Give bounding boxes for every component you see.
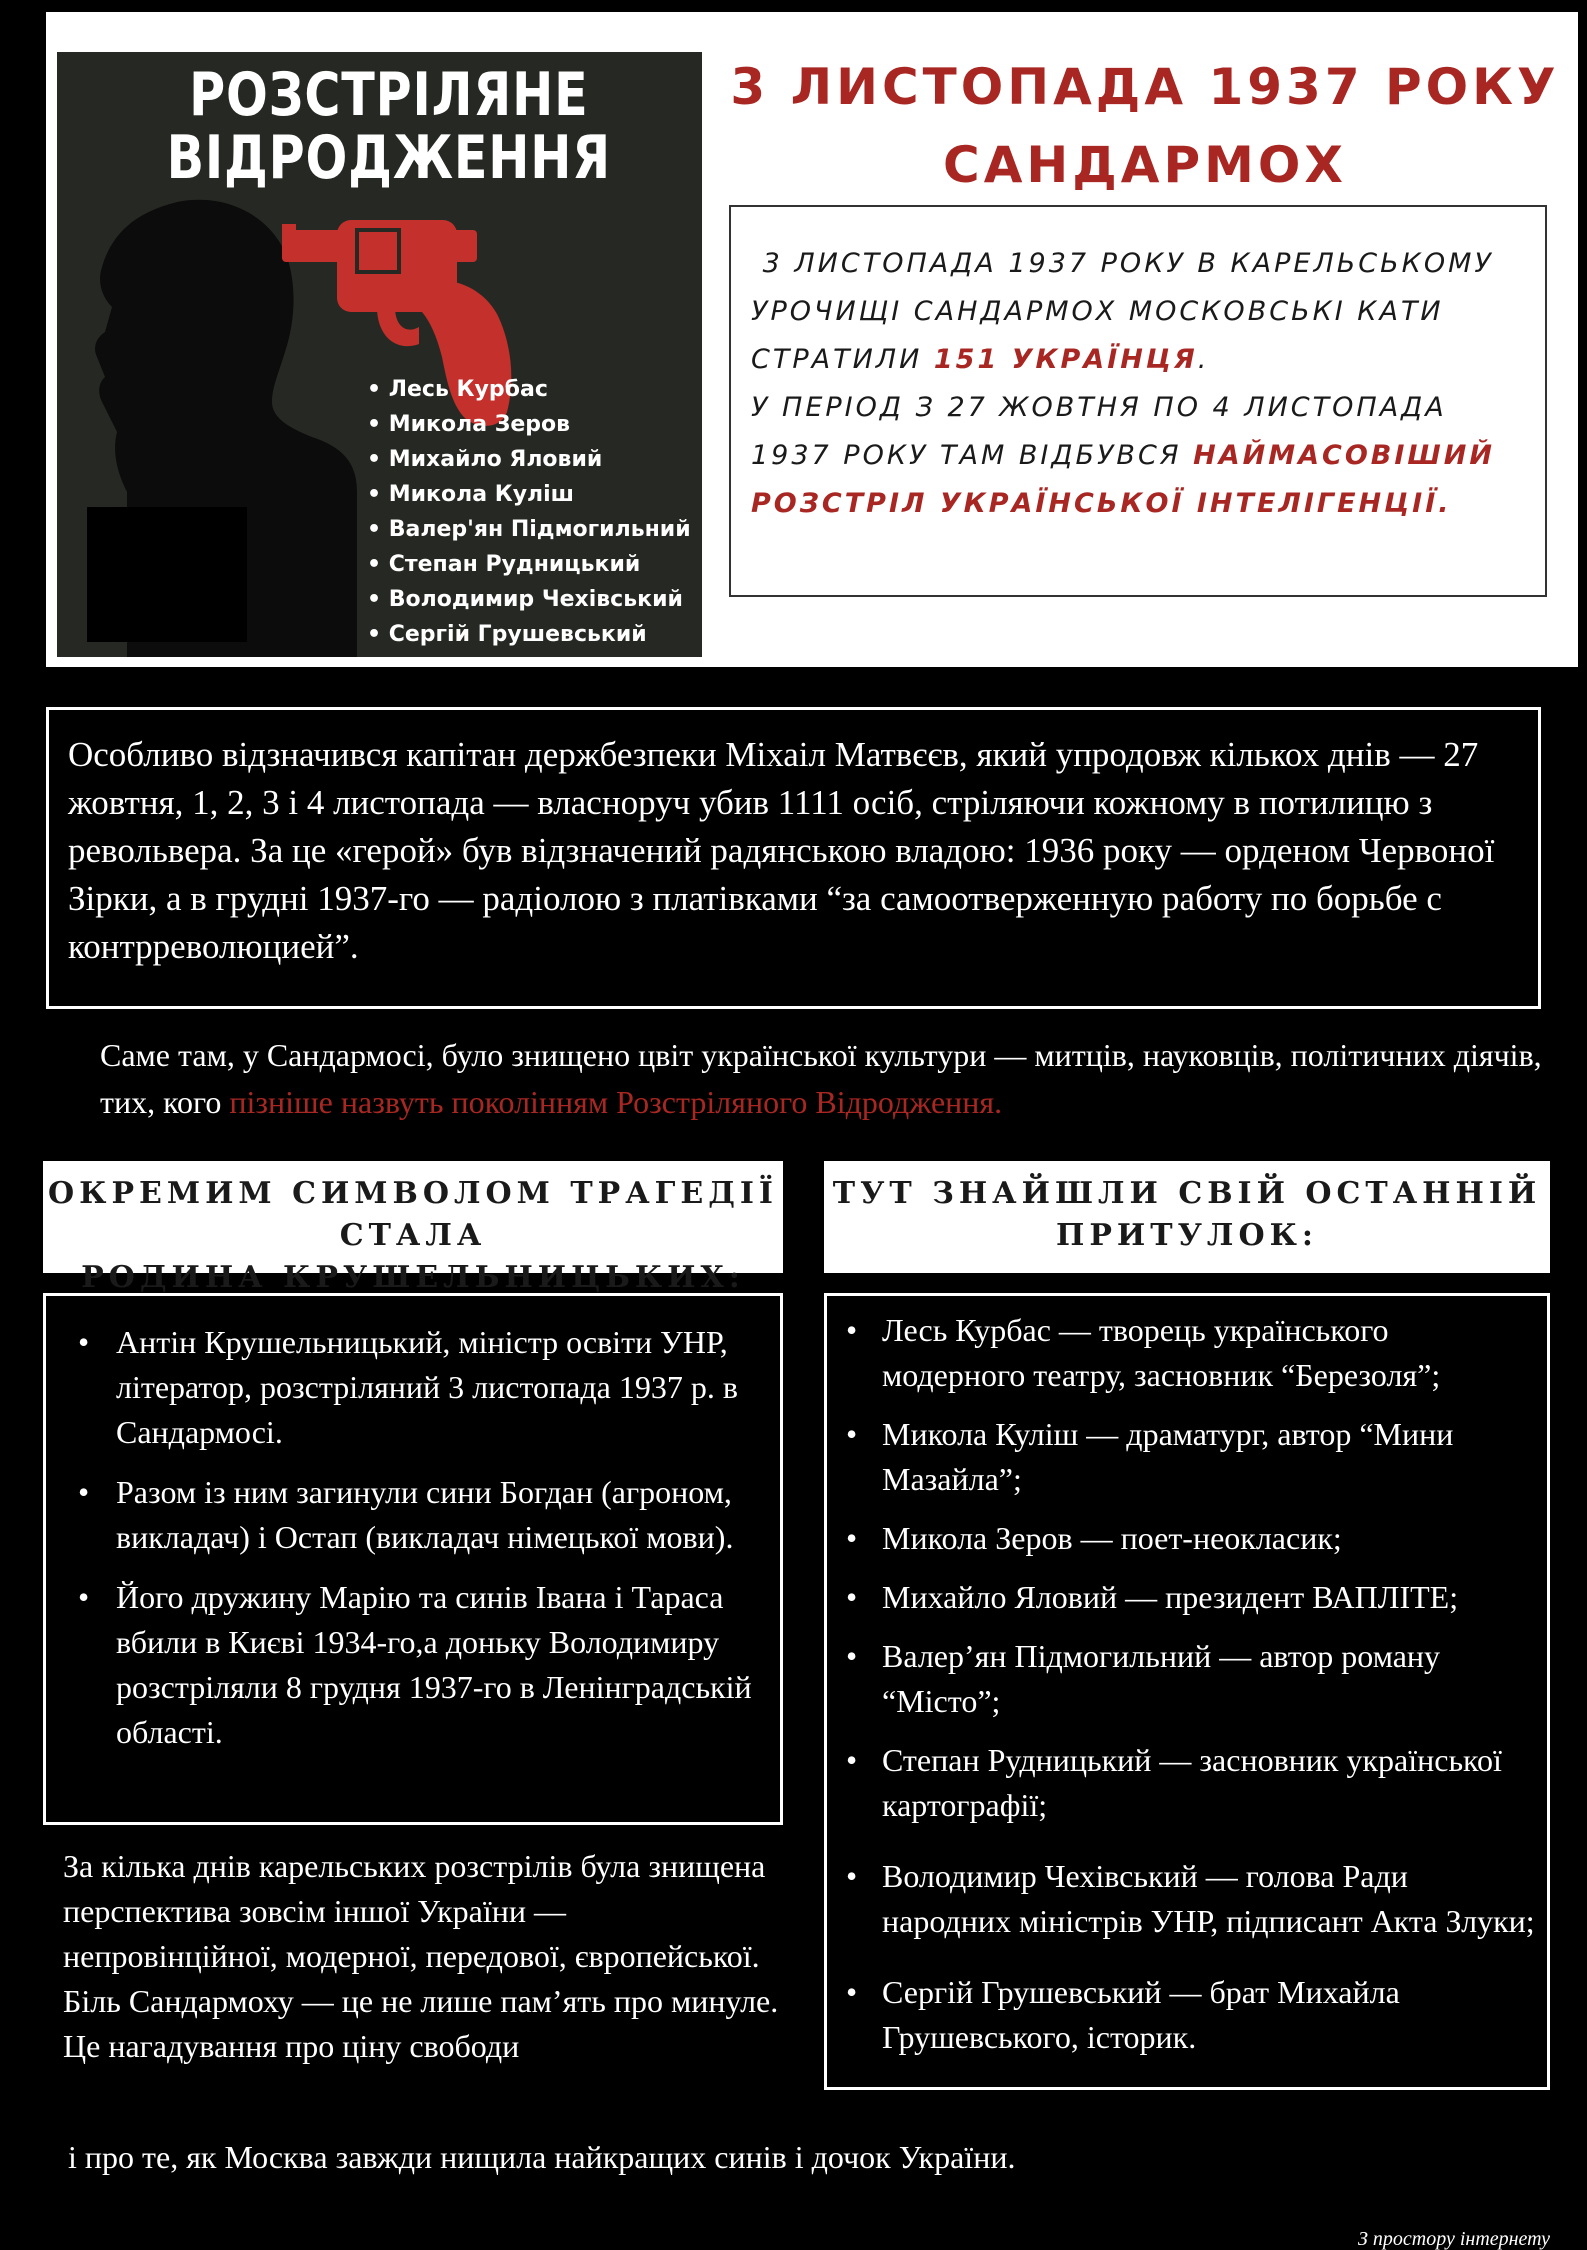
intro-text: . — [1197, 344, 1210, 375]
list-item: • Лесь Курбас — творець українського модерного театру, засновник “Березоля”; — [882, 1308, 1537, 1398]
list-item: • Володимир Чехівський — голова Ради народних міністрів УНР, підписант Акта Злуки; — [882, 1854, 1537, 1944]
intro-highlight: НАЙМАСОВІШИЙ — [1193, 440, 1495, 471]
last-refuge-list — [824, 1293, 1550, 2090]
heading-line: ПРИТУЛОК: — [1056, 1218, 1318, 1253]
conclusion-end: і про те, як Москва завжди нищила найкращих синів і дочок України. — [68, 2139, 1016, 2175]
krushelnytsky-list — [43, 1293, 783, 1825]
intro-line: УРОЧИЩІ САНДАРМОХ МОСКОВСЬКІ КАТИ — [751, 296, 1444, 327]
list-item: • Його дружину Марію та синів Івана і Тараса вбили в Києві 1934-го,а доньку Володимиру розстріляли 8 грудня 1937-го в Ленінградській області. — [116, 1575, 770, 1755]
intro-box — [729, 205, 1547, 597]
intro-line: У ПЕРІОД З 27 ЖОВТНЯ ПО 4 ЛИСТОПАДА — [751, 392, 1447, 423]
intro-highlight: 151 УКРАЇНЦЯ — [933, 344, 1198, 375]
culture-text: Саме там, у Сандармосі, було знищено цвіт української культури — митців, науковців, політичних діячів, тих, кого — [100, 1037, 1542, 1120]
source-credit: З простору інтернету — [1358, 2228, 1550, 2250]
krushelnytsky-heading — [43, 1161, 783, 1295]
matveev-text: Особливо відзначився капітан держбезпеки Міхаіл Матвєєв, який упродовж кількох днів — 27 жовтня, 1, 2, 3 і 4 листопада — власноруч убив 1111 осіб, стріляючи кожному в потилицю з револьвера. За це «герой» був відзначений радянською владою: 1936 року — орденом Червоної Зірки, а в грудні 1937-го — радіолою з платівками “за самоотверженную работу по борьбе с контрреволюцией”. — [68, 735, 1495, 966]
intro-line: 3 ЛИСТОПАДА 1937 РОКУ В КАРЕЛЬСЬКОМУ — [751, 248, 1494, 279]
list-item: • Разом із ним загинули сини Богдан (агроном, викладач) і Остап (викладач німецької мови). — [116, 1470, 770, 1560]
poster-name: • Михайло Яловий — [367, 442, 702, 477]
poster-title-line2: ВІДРОДЖЕННЯ — [166, 123, 611, 193]
heading-line: ТУТ ЗНАЙШЛИ СВІЙ ОСТАННІЙ — [832, 1176, 1542, 1211]
censor-block — [87, 507, 247, 642]
intro-line — [751, 432, 1530, 480]
intro-line — [751, 336, 1530, 384]
list-item: • Валер’ян Підмогильний — автор роману “Місто”; — [882, 1634, 1537, 1724]
page-title-line1: 3 ЛИСТОПАДА 1937 РОКУ — [730, 58, 1560, 116]
poster-name: • Микола Зеров — [367, 407, 702, 442]
conclusion-paragraph — [63, 1844, 783, 2069]
heading-line: ОКРЕМИМ СИМВОЛОМ ТРАГЕДІЇ СТАЛА — [48, 1176, 778, 1253]
poster-image — [57, 52, 702, 657]
list-item: • Сергій Грушевський — брат Михайла Грушевського, історик. — [882, 1970, 1537, 2060]
list-item: • Степан Рудницький — засновник української картографії; — [882, 1738, 1537, 1828]
list-item: • Михайло Яловий — президент ВАПЛІТЕ; — [882, 1575, 1537, 1620]
poster-name: • Валер'ян Підмогильний — [367, 512, 702, 547]
poster-name: • Микола Куліш — [367, 477, 702, 512]
poster-name: • Лесь Курбас — [367, 372, 702, 407]
poster-title — [57, 60, 702, 193]
poster-title-line1: РОЗСТРІЛЯНЕ — [189, 60, 589, 130]
conclusion-text: Біль Сандармоху — це не лише пам’ять про минуле. Це нагадування про ціну свободи — [63, 1983, 779, 2064]
poster-name: • Сергій Грушевський — [367, 617, 702, 652]
page-title-line2: САНДАРМОХ — [943, 136, 1347, 194]
poster-names-list — [367, 372, 702, 652]
last-refuge-heading — [824, 1161, 1550, 1273]
intro-highlight: РОЗСТРІЛ УКРАЇНСЬКОЇ ІНТЕЛІГЕНЦІЇ. — [751, 488, 1452, 519]
list-item: • Микола Зеров — поет-неокласик; — [882, 1516, 1537, 1561]
intro-text: 1937 РОКУ ТАМ ВІДБУВСЯ — [751, 440, 1194, 471]
poster-name: • Володимир Чехівський — [367, 582, 702, 617]
heading-line: РОДИНА КРУШЕЛЬНИЦЬКИХ: — [81, 1260, 745, 1295]
matveev-box — [46, 707, 1541, 1009]
page-title — [720, 48, 1570, 204]
intro-text: СТРАТИЛИ — [751, 344, 934, 375]
culture-paragraph — [100, 1032, 1550, 1126]
list-item: • Микола Куліш — драматург, автор “Мини Мазайла”; — [882, 1412, 1537, 1502]
poster-name: • Степан Рудницький — [367, 547, 702, 582]
list-item: • Антін Крушельницький, міністр освіти УНР, літератор, розстріляний 3 листопада 1937 р. в Сандармосі. — [116, 1320, 770, 1455]
culture-highlight: пізніше назвуть поколінням Розстріляного Відродження. — [229, 1084, 1003, 1120]
conclusion-text: За кілька днів карельських розстрілів була знищена перспектива зовсім іншої України — непровінційної, модерної, передової, європейської. — [63, 1848, 766, 1974]
